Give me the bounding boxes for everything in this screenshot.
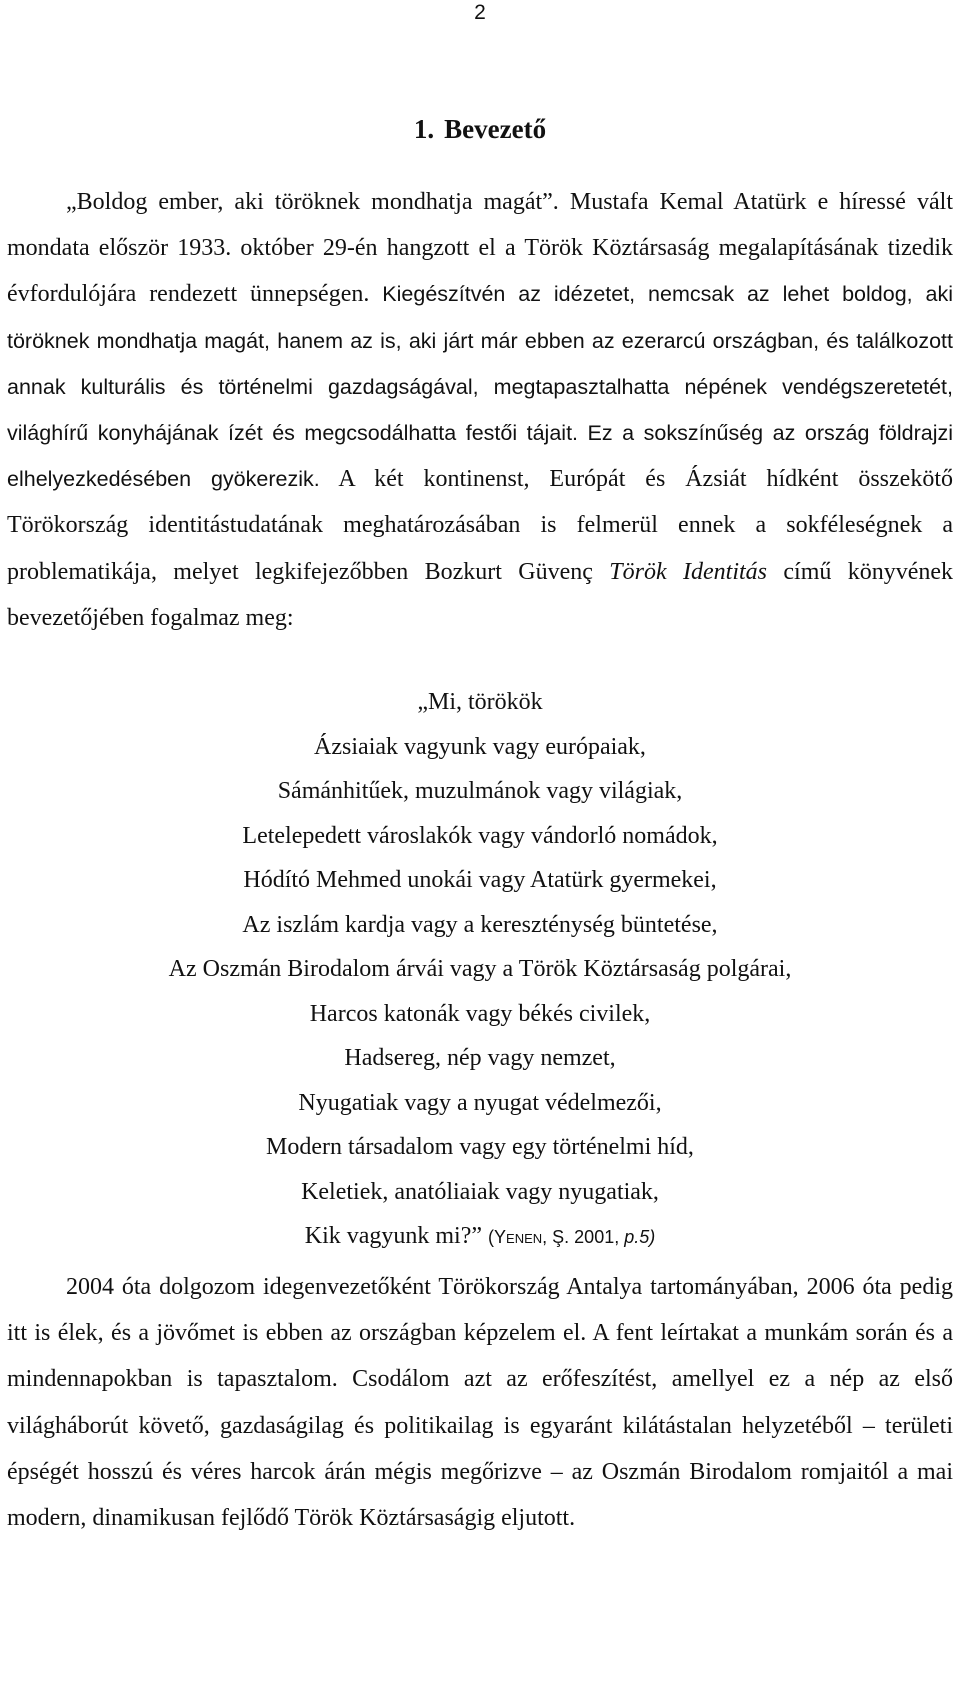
poem-line: Hadsereg, nép vagy nemzet, bbox=[344, 1045, 616, 1071]
citation-year: , Ş. 2001, bbox=[542, 1227, 625, 1247]
chapter-heading bbox=[0, 112, 960, 146]
intro-expansion-sentence: Kiegészítvén az idézetet, nemcsak az lehet boldog, aki töröknek mondhatja magát, hanem az is, aki járt már ebben az ezerarcú országban, és találkozott annak kulturális és történelmi gazdagságával, megtapasztalhatta népének vendégszeretetét, világhírű konyhájának ízét és megcsodálhatta festői tájait. Ez a sokszínűség az ország földrajzi elhelyezkedésében gyökerezik. bbox=[7, 282, 954, 492]
chapter-title: Bevezető bbox=[444, 114, 547, 144]
poem-line: Ázsiaiak vagyunk vagy európaiak, bbox=[314, 733, 646, 760]
intro-paragraph bbox=[7, 179, 953, 641]
poem-line: Sámánhitűek, muzulmánok vagy világiak, bbox=[277, 778, 683, 804]
poem-quote bbox=[0, 680, 960, 1260]
poem-line: Nyugatiak vagy a nyugat védelmezői, bbox=[298, 1089, 662, 1116]
citation-page: p.5) bbox=[624, 1227, 656, 1247]
intro-identity-sentence: A két kontinenst, Európát és Ázsiát hídként összekötő Törökország identitástudatának meghatározásában is felmerül ennek a sokféleségnek a problematikája, melyet legkifejezőbben Bozkurt Güvenç bbox=[7, 466, 953, 585]
intro-quote-sentence: „Boldog ember, aki töröknek mondhatja magát”. Mustafa Kemal Atatürk e híressé vált mondata először 1933. október 29-én hangzott el a Török Köztársaság megalapításának tizedik évfordulójára rendezett ünnepségen. bbox=[7, 189, 953, 308]
poem-line: Modern társadalom vagy egy történelmi híd, bbox=[266, 1134, 694, 1160]
chapter-number: 1. bbox=[413, 114, 435, 144]
poem-final-question: Kik vagyunk mi?” bbox=[304, 1223, 483, 1249]
poem-line: „Mi, törökök bbox=[417, 689, 543, 715]
poem-last-line bbox=[0, 1214, 960, 1260]
citation: (Yenen, Ş. 2001, p.5) bbox=[488, 1227, 656, 1247]
poem-line: Harcos katonák vagy békés civilek, bbox=[309, 1000, 651, 1027]
citation-author: Yenen bbox=[494, 1227, 543, 1247]
poem-line: Az iszlám kardja vagy a kereszténység büntetése, bbox=[242, 911, 718, 938]
poem-line: Keletiek, anatóliaiak vagy nyugatiak, bbox=[301, 1178, 659, 1205]
poem-line: Hódító Mehmed unokái vagy Atatürk gyermekei, bbox=[243, 867, 717, 893]
personal-paragraph: 2004 óta dolgozom idegenvezetőként Törökország Antalya tartományában, 2006 óta pedig itt is élek, és a jövőmet is ebben az országban képzelem el. A fent leírtakat a munkám során és a mindennapokban is tapasztalom. Csodálom azt az erőfeszítést, amellyel ez a nép az első világháborút követő, gazdaságilag és politikailag is egyaránt kilátástalan helyzetéből – területi épségét hosszú és véres harcok árán mégis megőrizve – az Oszmán Birodalom romjaitól a mai modern, dinamikusan fejlődő Török Köztársaságig eljutott. bbox=[7, 1274, 953, 1532]
poem-line: Az Oszmán Birodalom árvái vagy a Török Köztársaság polgárai, bbox=[168, 956, 792, 982]
page-number: 2 bbox=[474, 1, 486, 24]
poem-line: Letelepedett városlakók vagy vándorló nomádok, bbox=[242, 822, 718, 849]
book-title: Török Identitás bbox=[609, 558, 767, 585]
intro-closing: című könyvének bevezetőjében fogalmaz meg: bbox=[7, 558, 954, 631]
